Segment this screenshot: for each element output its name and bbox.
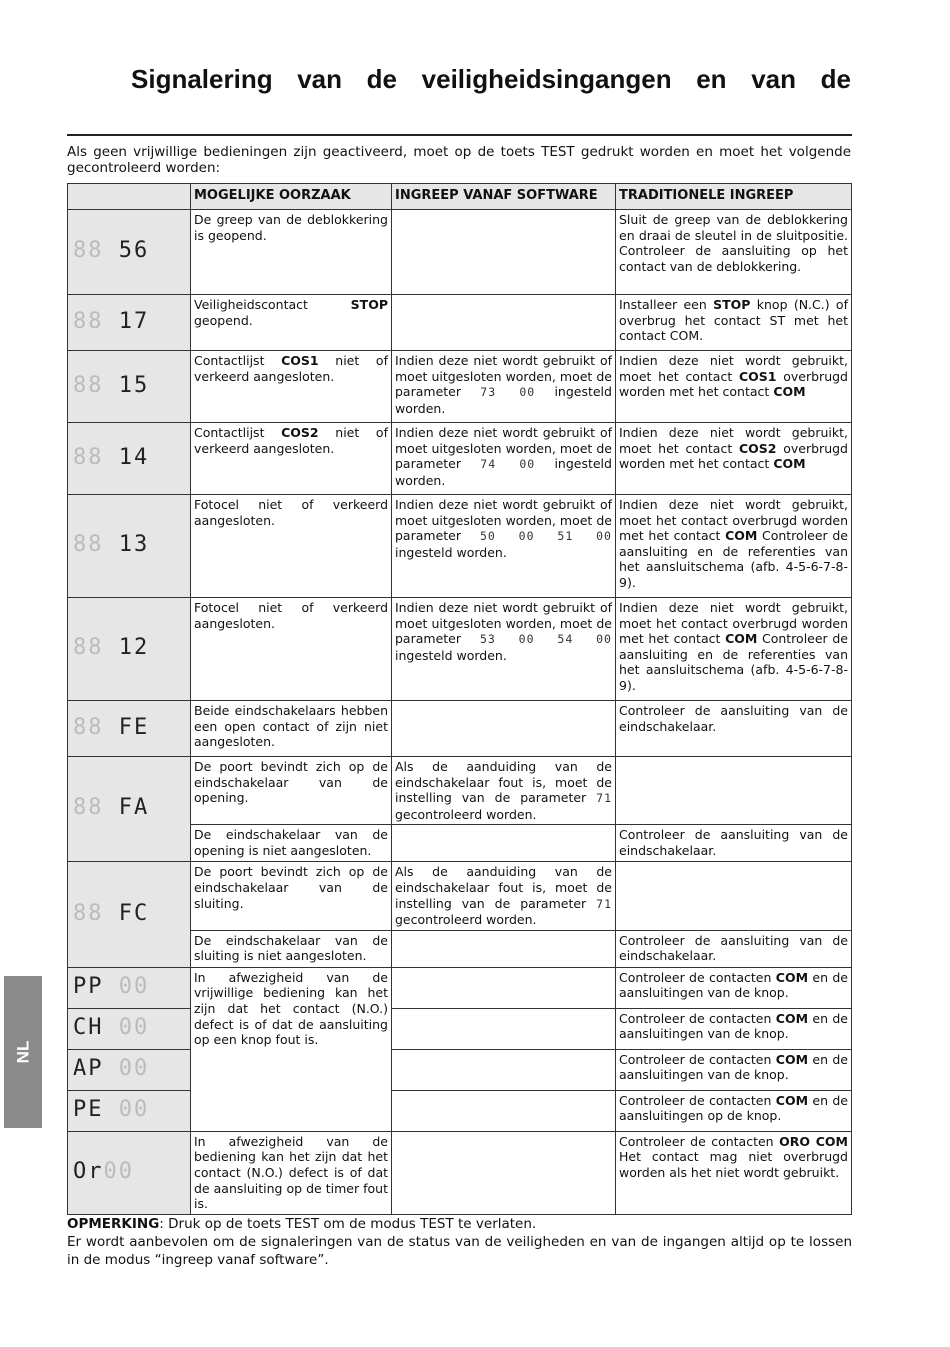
note-text-2: Er wordt aanbevolen om de signaleringen van de status van de veiligheden en van de ingangen altijd op te lossen in de modus “ingreep vanaf software”. bbox=[67, 1234, 852, 1268]
cause-cell: Contactlijst COS2 niet of verkeerd aangesloten. bbox=[191, 423, 392, 495]
software-cell: Indien deze niet wordt gebruikt of moet uitgesloten worden, moet de parameter 73 00 ingesteld worden. bbox=[392, 351, 616, 423]
display-cell bbox=[68, 757, 191, 862]
cause-cell: De greep van de deblokkering is geopend. bbox=[191, 210, 392, 295]
parameter-code: 71 bbox=[596, 896, 612, 911]
intro-text: Als geen vrijwillige bedieningen zijn geactiveerd, moet op de toets TEST gedrukt worden en moet het volgende gecontroleerd worden: bbox=[67, 144, 851, 176]
traditional-cell: Indien deze niet wordt gebruikt, moet het contact COS1 overbrugd worden met het contact COM bbox=[616, 351, 852, 423]
language-tab: NL bbox=[4, 976, 42, 1128]
table-row bbox=[68, 701, 852, 757]
title-divider bbox=[67, 134, 852, 136]
software-cell bbox=[392, 210, 616, 295]
display-cell bbox=[68, 423, 191, 495]
table-row bbox=[68, 757, 852, 825]
header-software: INGREEP VANAF SOFTWARE bbox=[392, 184, 616, 210]
display-code: 88 12 bbox=[73, 635, 150, 661]
display-cell bbox=[68, 701, 191, 757]
cause-cell: In afwezigheid van de vrijwillige bediening kan het zijn dat het contact (N.O.) defect is of dat de aansluiting op een knop fout is. bbox=[191, 967, 392, 1131]
signalling-table bbox=[67, 183, 852, 1215]
table-row bbox=[68, 862, 852, 930]
display-code: AP 00 bbox=[73, 1055, 150, 1081]
parameter-code: 53 00 54 00 bbox=[479, 632, 612, 647]
display-code: 88 13 bbox=[73, 532, 150, 558]
page-title: Signalering van de veiligheidsingangen en van de bbox=[131, 64, 851, 94]
display-cell bbox=[68, 967, 191, 1008]
traditional-cell: Controleer de contacten COM en de aansluitingen van de knop. bbox=[616, 967, 852, 1008]
header-traditional: TRADITIONELE INGREEP bbox=[616, 184, 852, 210]
traditional-cell bbox=[616, 757, 852, 825]
note-block bbox=[67, 1215, 852, 1269]
display-code: 88 15 bbox=[73, 372, 150, 398]
parameter-code: 74 00 bbox=[480, 457, 536, 472]
display-cell bbox=[68, 1131, 191, 1214]
cause-cell: Fotocel niet of verkeerd aangesloten. bbox=[191, 598, 392, 701]
software-cell: Als de aanduiding van de eindschakelaar fout is, moet de instelling van de parameter 71 gecontroleerd worden. bbox=[392, 862, 616, 930]
display-cell bbox=[68, 862, 191, 967]
traditional-cell: Indien deze niet wordt gebruikt, moet het contact overbrugd worden met het contact COM Controleer de aansluiting en de referenties van het aansluitschema (afb. 4-5-6-7-8-9). bbox=[616, 495, 852, 598]
display-code: CH 00 bbox=[73, 1014, 150, 1040]
table-row bbox=[68, 1131, 852, 1214]
display-code: Or00 bbox=[73, 1158, 134, 1184]
traditional-cell: Controleer de contacten COM en de aansluitingen op de knop. bbox=[616, 1090, 852, 1131]
table-row bbox=[68, 295, 852, 351]
table-row bbox=[68, 1008, 852, 1049]
traditional-cell: Indien deze niet wordt gebruikt, moet het contact overbrugd worden met het contact COM Controleer de aansluiting en de referenties van het aansluitschema (afb. 4-5-6-7-8-9). bbox=[616, 598, 852, 701]
cause-cell: De poort bevindt zich op de eindschakelaar van de opening. bbox=[191, 757, 392, 825]
display-code: 88 56 bbox=[73, 238, 150, 264]
cause-cell: De eindschakelaar van de opening is niet aangesloten. bbox=[191, 825, 392, 862]
note-label: OPMERKING bbox=[67, 1216, 160, 1232]
display-cell bbox=[68, 598, 191, 701]
display-cell bbox=[68, 295, 191, 351]
software-cell bbox=[392, 1049, 616, 1090]
display-code: 88 FE bbox=[73, 714, 150, 740]
table-row bbox=[68, 598, 852, 701]
cause-cell: Veiligheidscontact STOP geopend. bbox=[191, 295, 392, 351]
traditional-cell: Controleer de contacten COM en de aansluitingen van de knop. bbox=[616, 1049, 852, 1090]
table-row bbox=[68, 1090, 852, 1131]
note-text: : Druk op de toets TEST om de modus TEST te verlaten. bbox=[159, 1216, 537, 1232]
traditional-cell: Controleer de aansluiting van de eindschakelaar. bbox=[616, 701, 852, 757]
software-cell bbox=[392, 930, 616, 967]
display-cell bbox=[68, 1008, 191, 1049]
software-cell bbox=[392, 967, 616, 1008]
display-cell bbox=[68, 1049, 191, 1090]
display-code: PP 00 bbox=[73, 973, 150, 999]
table-row bbox=[68, 351, 852, 423]
traditional-cell: Sluit de greep van de deblokkering en draai de sleutel in de sluitpositie. Controleer de aansluiting op het contact van de deblokkering. bbox=[616, 210, 852, 295]
software-cell bbox=[392, 1131, 616, 1214]
software-cell bbox=[392, 295, 616, 351]
cause-cell: De poort bevindt zich op de eindschakelaar van de sluiting. bbox=[191, 862, 392, 930]
table-header-row bbox=[68, 184, 852, 210]
display-code: PE 00 bbox=[73, 1096, 150, 1122]
traditional-cell: Controleer de aansluiting van de eindschakelaar. bbox=[616, 930, 852, 967]
cause-cell: Beide eindschakelaars hebben een open contact of zijn niet aangesloten. bbox=[191, 701, 392, 757]
cause-cell: De eindschakelaar van de sluiting is niet aangesloten. bbox=[191, 930, 392, 967]
display-code: 88 FA bbox=[73, 795, 150, 821]
table-row bbox=[68, 423, 852, 495]
software-cell: Als de aanduiding van de eindschakelaar fout is, moet de instelling van de parameter 71 gecontroleerd worden. bbox=[392, 757, 616, 825]
software-cell: Indien deze niet wordt gebruikt of moet uitgesloten worden, moet de parameter 74 00 ingesteld worden. bbox=[392, 423, 616, 495]
display-cell bbox=[68, 495, 191, 598]
display-code: 88 17 bbox=[73, 308, 150, 334]
traditional-cell: Installeer een STOP knop (N.C.) of overbrug het contact ST met het contact COM. bbox=[616, 295, 852, 351]
traditional-cell: Controleer de contacten ORO COM Het contact mag niet overbrugd worden als het niet wordt gebruikt. bbox=[616, 1131, 852, 1214]
parameter-code: 73 00 bbox=[480, 385, 536, 400]
software-cell: Indien deze niet wordt gebruikt of moet uitgesloten worden, moet de parameter 53 00 54 00 ingesteld worden. bbox=[392, 598, 616, 701]
cause-cell: Fotocel niet of verkeerd aangesloten. bbox=[191, 495, 392, 598]
traditional-cell: Indien deze niet wordt gebruikt, moet het contact COS2 overbrugd worden met het contact COM bbox=[616, 423, 852, 495]
table-row bbox=[68, 210, 852, 295]
traditional-cell: Controleer de contacten COM en de aansluitingen van de knop. bbox=[616, 1008, 852, 1049]
software-cell bbox=[392, 825, 616, 862]
traditional-cell bbox=[616, 862, 852, 930]
header-cause: MOGELIJKE OORZAAK bbox=[191, 184, 392, 210]
display-code: 88 FC bbox=[73, 900, 150, 926]
display-cell bbox=[68, 210, 191, 295]
software-cell: Indien deze niet wordt gebruikt of moet uitgesloten worden, moet de parameter 50 00 51 00 ingesteld worden. bbox=[392, 495, 616, 598]
table-row bbox=[68, 495, 852, 598]
table-row bbox=[68, 1049, 852, 1090]
traditional-cell: Controleer de aansluiting van de eindschakelaar. bbox=[616, 825, 852, 862]
software-cell bbox=[392, 1090, 616, 1131]
display-cell bbox=[68, 1090, 191, 1131]
display-code: 88 14 bbox=[73, 444, 150, 470]
table-row bbox=[68, 967, 852, 1008]
cause-cell: Contactlijst COS1 niet of verkeerd aangesloten. bbox=[191, 351, 392, 423]
display-cell bbox=[68, 351, 191, 423]
parameter-code: 50 00 51 00 bbox=[479, 529, 612, 544]
display-header-cell bbox=[68, 184, 191, 210]
software-cell bbox=[392, 701, 616, 757]
cause-cell: In afwezigheid van de bediening kan het zijn dat het contact (N.O.) defect is of dat de aansluiting op de timer fout is. bbox=[191, 1131, 392, 1214]
parameter-code: 71 bbox=[596, 791, 612, 806]
software-cell bbox=[392, 1008, 616, 1049]
